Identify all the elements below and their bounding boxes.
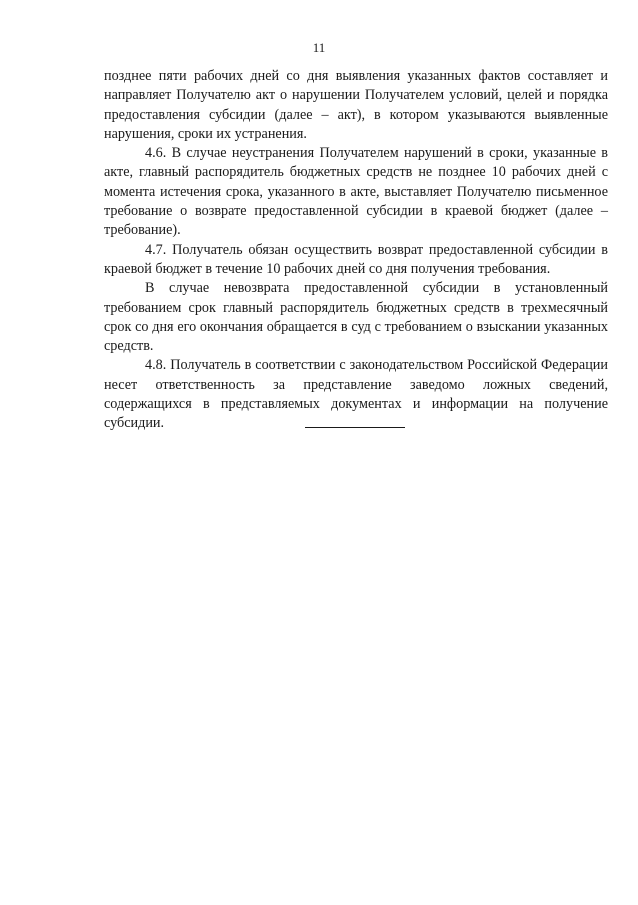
paragraph-4-7-nonreturn: В случае невозврата предоставленной субсидии в установленный требованием срок главный распорядитель бюджетных средств в трехмесячный срок со дня его окончания обращается в суд с требованием о взыскании указанных средств. [104,280,608,355]
paragraph-continuation: позднее пяти рабочих дней со дня выявления указанных фактов составляет и направляет Получателю акт о нарушении Получателем условий, целей и порядка предоставления субсидии (далее – акт), в котором указываются выявленные нарушения, сроки их устранения. [104,68,608,142]
paragraph-4-6: 4.6. В случае неустранения Получателем нарушений в сроки, указанные в акте, главный распорядитель бюджетных средств не позднее 10 рабочих дней с момента истечения срока, указанного в акте, выставляет Получателю письменное требование о возврате предоставленной субсидии в краевой бюджет (далее – требование). [104,145,608,239]
end-of-text-rule [305,427,405,428]
page-number: 11 [312,40,326,55]
paragraph-4-7: 4.7. Получатель обязан осуществить возврат предоставленной субсидии в краевой бюджет в течение 10 рабочих дней со дня получения требования. [104,241,608,277]
document-body [104,67,608,434]
paragraph-4-8: 4.8. Получатель в соответствии с законодательством Российской Федерации несет ответственность за представление заведомо ложных сведений, содержащихся в представляемых документах и информации на получение субсидии. [104,357,608,432]
